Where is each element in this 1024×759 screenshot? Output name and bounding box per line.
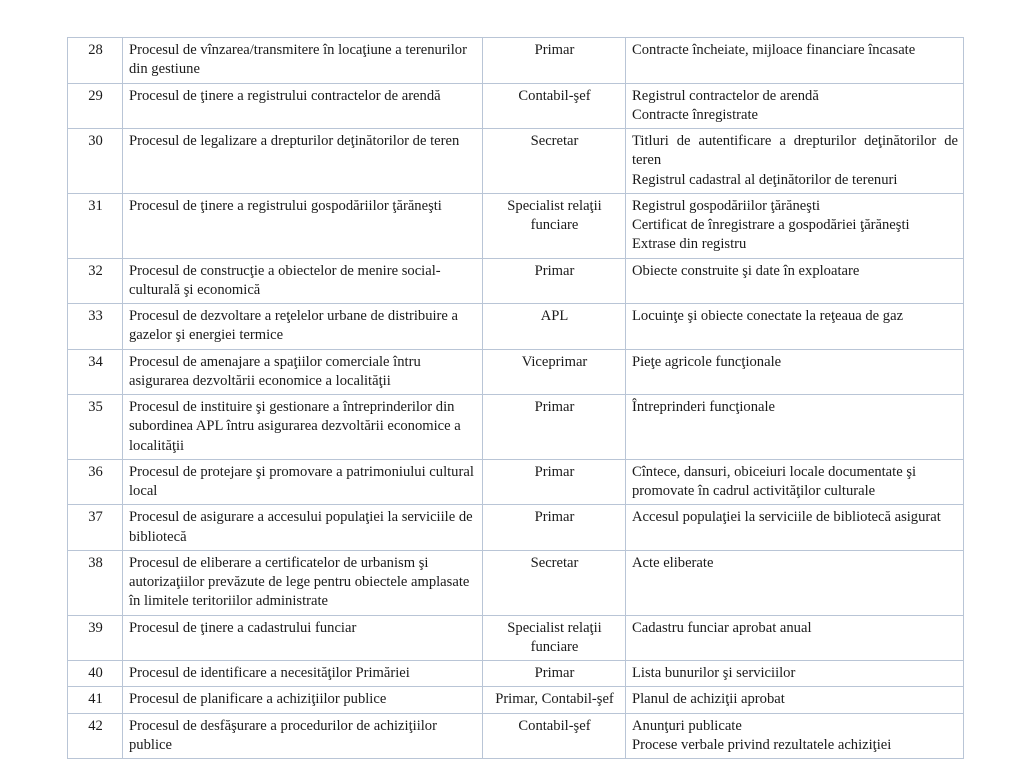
- cell-row-number: 42: [68, 713, 123, 759]
- cell-responsible-person-line: Specialist relaţii: [507, 619, 602, 636]
- cell-process-description: [123, 258, 483, 304]
- cell-responsible-person: [483, 304, 626, 350]
- cell-responsible-person: [483, 349, 626, 395]
- table-row: [68, 258, 964, 304]
- cell-result-line: Certificat de înregistrare a gospodăriei ţărăneşti: [632, 217, 910, 233]
- cell-result: [626, 550, 964, 615]
- cell-responsible-person: [483, 459, 626, 505]
- cell-row-number: 31: [68, 193, 123, 258]
- cell-row-number: 34: [68, 349, 123, 395]
- cell-result: [626, 713, 964, 759]
- cell-process-description-line: Procesul de dezvoltare a reţelelor urbane de distribuire a gazelor şi energiei termice: [129, 308, 459, 344]
- cell-process-description: [123, 661, 483, 687]
- cell-row-number: 36: [68, 459, 123, 505]
- cell-row-number: 37: [68, 505, 123, 551]
- cell-responsible-person: [483, 83, 626, 129]
- cell-responsible-person-line: Viceprimar: [521, 353, 588, 370]
- cell-responsible-person-line: Primar, Contabil-şef: [495, 691, 614, 708]
- cell-responsible-person: [483, 395, 626, 460]
- cell-result: [626, 661, 964, 687]
- cell-result: [626, 687, 964, 713]
- cell-responsible-person-line: Secretar: [530, 133, 579, 149]
- cell-result: [626, 193, 964, 258]
- cell-process-description-line: Procesul de legalizare a drepturilor deţinătorilor de teren: [129, 133, 460, 149]
- cell-responsible-person-line: Contabil-şef: [518, 87, 591, 104]
- cell-responsible-person-line: Primar: [534, 399, 575, 415]
- cell-result-line: Titluri de autentificare a drepturilor deţinătorilor de teren: [632, 133, 958, 169]
- cell-responsible-person: [483, 615, 626, 661]
- table-row: [68, 193, 964, 258]
- cell-responsible-person-line: funciare: [530, 217, 579, 233]
- cell-row-number: 38: [68, 550, 123, 615]
- cell-result-line: Pieţe agricole funcţionale: [632, 353, 782, 370]
- cell-row-number: 33: [68, 304, 123, 350]
- table-row: [68, 349, 964, 395]
- cell-process-description: [123, 129, 483, 194]
- cell-result-line: Lista bunurilor şi serviciilor: [632, 665, 796, 681]
- cell-result: [626, 83, 964, 129]
- cell-responsible-person: [483, 193, 626, 258]
- cell-result-line: Anunţuri publicate: [632, 717, 742, 734]
- table-body: [68, 38, 964, 759]
- cell-process-description-line: Procesul de identificare a necesităţilor Primăriei: [129, 665, 410, 681]
- cell-row-number: 40: [68, 661, 123, 687]
- cell-result-line: Registrul contractelor de arendă: [632, 87, 819, 104]
- cell-process-description: [123, 687, 483, 713]
- cell-process-description-line: Procesul de ţinere a registrului gospodăriilor ţărăneşti: [129, 197, 442, 214]
- cell-process-description: [123, 38, 483, 84]
- cell-result-line: Acte eliberate: [632, 554, 714, 571]
- cell-process-description-line: Procesul de asigurare a accesului populaţiei la serviciile de bibliotecă: [129, 509, 473, 545]
- cell-result: [626, 258, 964, 304]
- table-row: [68, 304, 964, 350]
- cell-process-description: [123, 550, 483, 615]
- cell-responsible-person-line: APL: [540, 308, 569, 324]
- cell-result: [626, 304, 964, 350]
- cell-row-number: 29: [68, 83, 123, 129]
- cell-row-number: 30: [68, 129, 123, 194]
- cell-row-number: 28: [68, 38, 123, 84]
- cell-responsible-person: [483, 129, 626, 194]
- cell-process-description-line: Procesul de planificare a achiziţiilor publice: [129, 691, 387, 708]
- cell-result: [626, 395, 964, 460]
- cell-process-description-line: Procesul de ţinere a cadastrului funciar: [129, 619, 357, 636]
- cell-row-number: 39: [68, 615, 123, 661]
- cell-responsible-person-line: Contabil-şef: [518, 717, 591, 734]
- cell-result-line: Obiecte construite şi date în exploatare: [632, 262, 860, 279]
- cell-result-line: Procese verbale privind rezultatele achiziţiei: [632, 736, 892, 753]
- cell-result: [626, 38, 964, 84]
- table-row: [68, 129, 964, 194]
- cell-process-description-line: Procesul de vînzarea/transmitere în locaţiune a terenurilor din gestiune: [129, 42, 467, 78]
- cell-result-line: Cadastru funciar aprobat anual: [632, 619, 812, 636]
- cell-result: [626, 459, 964, 505]
- table-row: [68, 661, 964, 687]
- cell-result: [626, 615, 964, 661]
- cell-result: [626, 129, 964, 194]
- cell-responsible-person-line: Primar: [534, 42, 575, 58]
- table-row: [68, 459, 964, 505]
- cell-responsible-person: [483, 713, 626, 759]
- cell-responsible-person: [483, 38, 626, 84]
- cell-responsible-person: [483, 687, 626, 713]
- table-row: [68, 38, 964, 84]
- cell-process-description-line: Procesul de construcţie a obiectelor de menire social-culturală şi economică: [129, 262, 441, 298]
- cell-result-line: Locuinţe şi obiecte conectate la reţeaua de gaz: [632, 308, 904, 324]
- cell-result-line: Întreprinderi funcţionale: [632, 399, 776, 415]
- table-row: [68, 615, 964, 661]
- cell-process-description-line: Procesul de instituire şi gestionare a întreprinderilor din subordinea APL întru asigurarea dezvoltării economice a localităţii: [129, 399, 461, 454]
- cell-responsible-person-line: Primar: [534, 509, 575, 526]
- cell-process-description-line: Procesul de amenajare a spaţiilor comerciale întru asigurarea dezvoltării economice a localităţii: [129, 353, 421, 389]
- cell-result-line: Contracte încheiate, mijloace financiare încasate: [632, 42, 916, 58]
- cell-process-description: [123, 193, 483, 258]
- cell-process-description: [123, 505, 483, 551]
- cell-result-line: Registrul gospodăriilor ţărăneşti: [632, 197, 821, 214]
- table-row: [68, 505, 964, 551]
- cell-responsible-person-line: Primar: [534, 463, 575, 480]
- cell-result-line: Planul de achiziţii aprobat: [632, 691, 785, 708]
- cell-process-description-line: Procesul de desfăşurare a procedurilor de achiziţiilor publice: [129, 717, 437, 753]
- table-row: [68, 550, 964, 615]
- cell-process-description: [123, 304, 483, 350]
- table-row: [68, 687, 964, 713]
- cell-process-description-line: Procesul de protejare şi promovare a patrimoniului cultural local: [129, 463, 474, 499]
- cell-process-description: [123, 395, 483, 460]
- cell-responsible-person-line: Primar: [534, 262, 575, 279]
- cell-process-description: [123, 459, 483, 505]
- cell-process-description: [123, 83, 483, 129]
- cell-row-number: 35: [68, 395, 123, 460]
- cell-responsible-person: [483, 661, 626, 687]
- cell-process-description-line: Procesul de eliberare a certificatelor de urbanism şi autorizaţiilor prevăzute de lege pentru obiectele amplasate în limitele teritoriilor administrate: [129, 554, 470, 610]
- cell-result-line: Contracte înregistrate: [632, 106, 759, 123]
- cell-process-description: [123, 713, 483, 759]
- cell-responsible-person: [483, 550, 626, 615]
- cell-responsible-person-line: Secretar: [530, 554, 579, 571]
- cell-process-description-line: Procesul de ţinere a registrului contractelor de arendă: [129, 87, 441, 104]
- cell-row-number: 41: [68, 687, 123, 713]
- cell-responsible-person: [483, 505, 626, 551]
- table-row: [68, 713, 964, 759]
- table-row: [68, 395, 964, 460]
- cell-result: [626, 505, 964, 551]
- cell-row-number: 32: [68, 258, 123, 304]
- cell-responsible-person-line: Primar: [534, 665, 575, 681]
- cell-responsible-person-line: funciare: [530, 638, 579, 655]
- cell-process-description: [123, 349, 483, 395]
- cell-result-line: Extrase din registru: [632, 236, 747, 253]
- cell-result: [626, 349, 964, 395]
- process-register-table: [67, 37, 964, 759]
- cell-result-line: Cîntece, dansuri, obiceiuri locale documentate şi promovate în cadrul activităţilor culturale: [632, 463, 917, 499]
- cell-result-line: Accesul populaţiei la serviciile de bibliotecă asigurat: [632, 509, 941, 526]
- table-row: [68, 83, 964, 129]
- cell-responsible-person-line: Specialist relaţii: [507, 197, 602, 214]
- cell-responsible-person: [483, 258, 626, 304]
- cell-process-description: [123, 615, 483, 661]
- cell-result-line: Registrul cadastral al deţinătorilor de terenuri: [632, 171, 898, 188]
